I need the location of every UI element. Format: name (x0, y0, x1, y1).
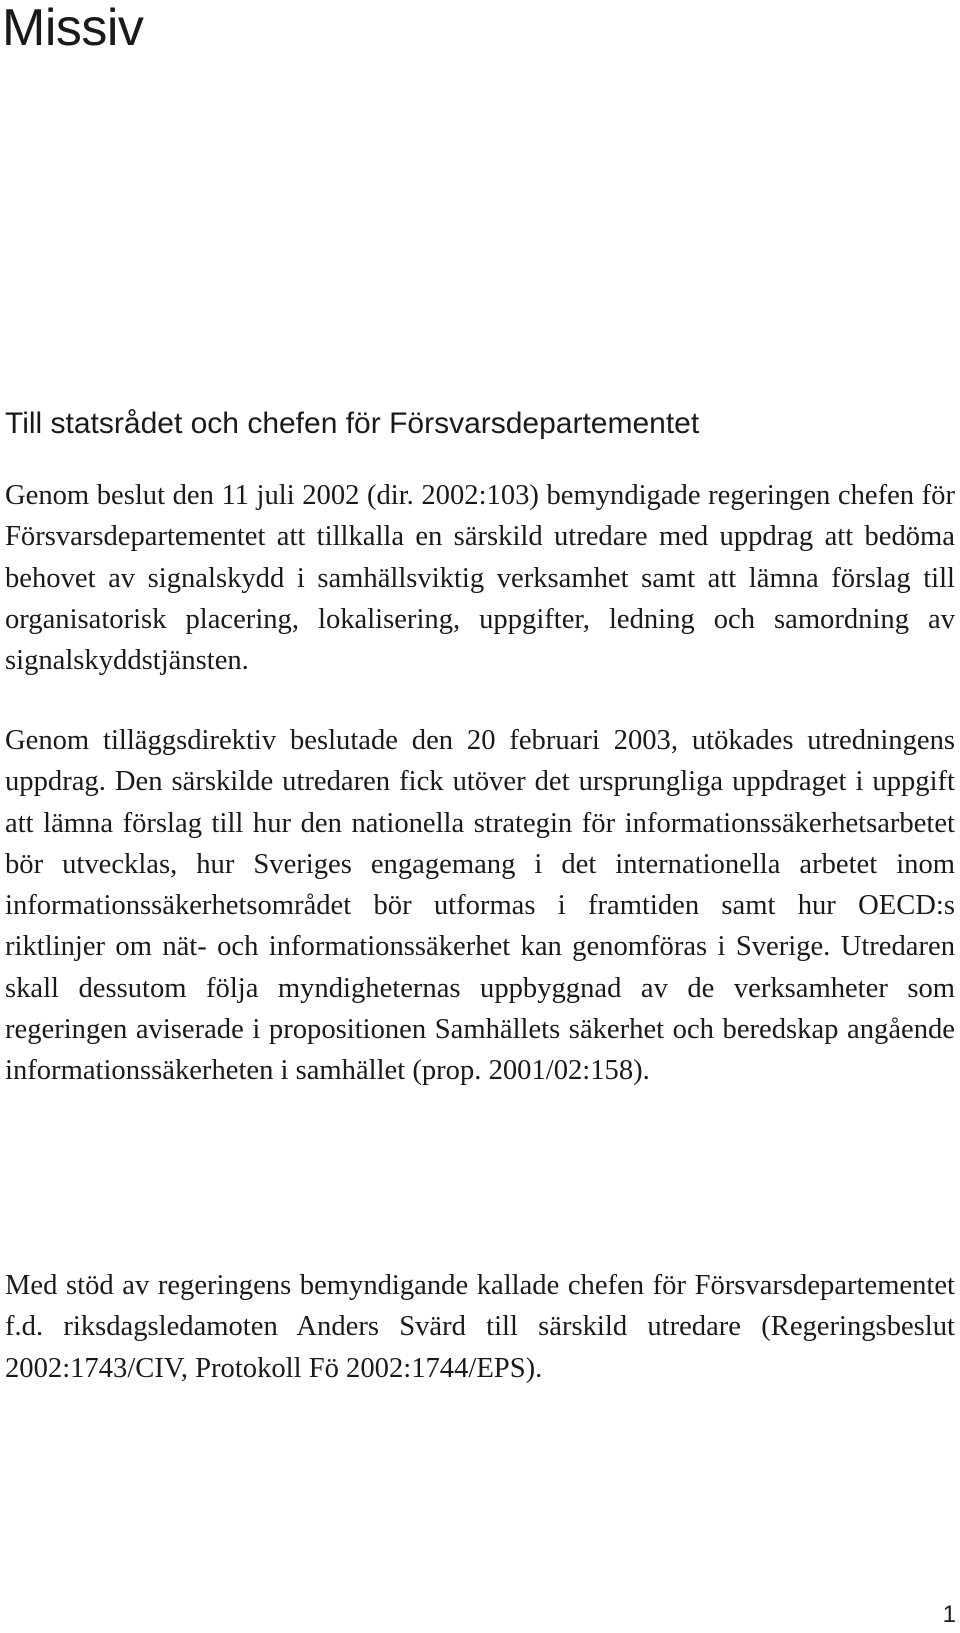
paragraph-appointment: Med stöd av regeringens bemyndigande kallade chefen för Försvarsdepartementet f.d. riksdagsledamoten Anders Svärd till särskild utredare (Regeringsbeslut 2002:1743/CIV, Protokoll Fö 2002:1744/EPS). (5, 1270, 955, 1384)
paragraph-additional-directive: Genom tilläggsdirektiv beslutade den 20 februari 2003, utökades utredningens uppdrag. Den särskilde utredaren fick utöver det ursprungliga uppdraget i uppgift att lämna förslag till hur den nationella strategin för informationssäkerhetsarbetet bör utvecklas, hur Sveriges engagemang i det internationella arbetet inom informationssäkerhetsområdet bör utformas i framtiden samt hur OECD:s riktlinjer om nät- och informationssäkerhet kan genomföras i Sverige. Utredaren skall dessutom följa myndigheternas uppbyggnad av de verksamheter som regeringen aviserade i propositionen Samhällets säkerhet och beredskap angående informationssäkerheten i samhället (prop. 2001/02:158). (5, 725, 955, 1087)
paragraph-commission: Genom beslut den 11 juli 2002 (dir. 2002:103) bemyndigade regeringen chefen för Försvarsdepartementet att tillkalla en särskild utredare med uppdrag att bedöma behovet av signalskydd i samhällsviktig verksamhet samt att lämna förslag till organisatorisk placering, lokalisering, uppgifter, ledning och samordning av signalskyddstjänsten. (5, 480, 955, 677)
page-number: 1 (942, 1601, 956, 1628)
page-title: Missiv (2, 0, 144, 57)
addressee-line: Till statsrådet och chefen för Försvarsdepartementet (5, 407, 700, 440)
